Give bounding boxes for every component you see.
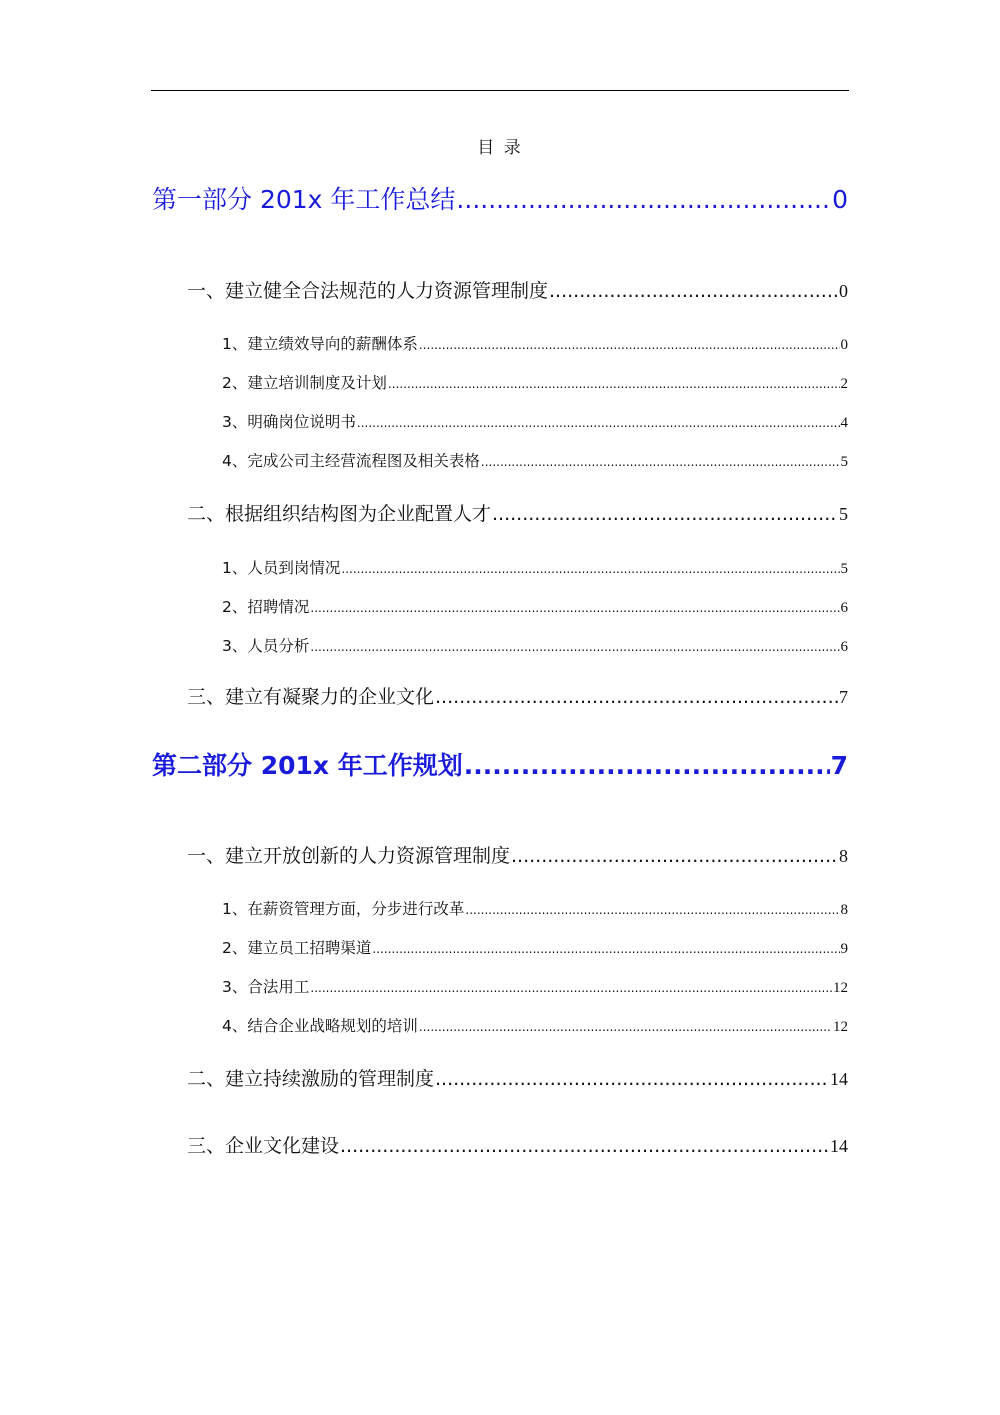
- toc-entry[interactable]: [222, 371, 848, 393]
- dot-leader: [357, 416, 840, 430]
- dot-leader: [419, 1020, 832, 1034]
- toc-entry[interactable]: [222, 975, 848, 997]
- dot-leader: [465, 903, 839, 917]
- toc-entry[interactable]: [187, 499, 848, 525]
- toc-page-number: 2: [840, 376, 848, 392]
- dot-leader: [388, 377, 840, 391]
- toc-page-number: 0: [832, 185, 848, 214]
- dot-leader: [549, 280, 838, 302]
- toc-entry[interactable]: [187, 682, 848, 708]
- toc-page-number: 7: [839, 687, 848, 707]
- toc-entry-label: 2、建立员工招聘渠道: [222, 939, 372, 957]
- dot-leader: [435, 1068, 829, 1090]
- toc-entry-label: 2、招聘情况: [222, 598, 310, 616]
- toc-entry[interactable]: [187, 1064, 848, 1090]
- toc-entry[interactable]: [222, 936, 848, 958]
- toc-entry[interactable]: [222, 556, 848, 578]
- toc-entry-label: 1、人员到岗情况: [222, 559, 341, 577]
- toc-page-number: 7: [830, 751, 848, 780]
- toc-entry-label: 4、完成公司主经营流程图及相关表格: [222, 452, 480, 470]
- toc-entry-label: 3、合法用工: [222, 978, 310, 996]
- toc-entry-label: 4、结合企业战略规划的培训: [222, 1017, 418, 1035]
- dot-leader: [310, 601, 839, 615]
- toc-page-number: 0: [839, 281, 848, 301]
- dot-leader: [464, 751, 830, 780]
- toc-entry[interactable]: [222, 449, 848, 471]
- dot-leader: [310, 640, 839, 654]
- toc-entry-label: 三、企业文化建设: [187, 1135, 340, 1157]
- toc-entry[interactable]: [187, 276, 848, 302]
- toc-page-number: 8: [839, 846, 848, 866]
- dot-leader: [341, 562, 839, 576]
- toc-entry-label: 3、明确岗位说明书: [222, 413, 356, 431]
- toc-entry-label: 第二部分 201x 年工作规划: [152, 751, 463, 780]
- toc-page-number: 14: [830, 1136, 848, 1156]
- toc-page-number: 14: [830, 1069, 848, 1089]
- toc-entry-part-2[interactable]: [152, 746, 848, 780]
- toc-entry[interactable]: [187, 841, 848, 867]
- toc-title: 目 录: [477, 138, 523, 158]
- toc-entry[interactable]: [222, 595, 848, 617]
- toc-entry-label: 二、建立持续激励的管理制度: [187, 1068, 435, 1090]
- dot-leader: [310, 981, 832, 995]
- toc-entry[interactable]: [222, 1014, 848, 1036]
- toc-page-number: 4: [840, 415, 848, 431]
- dot-leader: [511, 845, 838, 867]
- toc-entry[interactable]: [222, 634, 848, 656]
- toc-entry-label: 1、在薪资管理方面，分步进行改革: [222, 900, 465, 918]
- toc-entry-label: 3、人员分析: [222, 637, 310, 655]
- toc-entry-label: 1、建立绩效导向的薪酬体系: [222, 335, 418, 353]
- dot-leader: [481, 455, 840, 469]
- toc-page-number: 0: [840, 337, 848, 353]
- toc-page-number: 6: [840, 639, 848, 655]
- toc-entry[interactable]: [222, 332, 848, 354]
- dot-leader: [492, 503, 838, 525]
- toc-page-number: 12: [833, 980, 848, 996]
- toc-entry[interactable]: [187, 1131, 848, 1157]
- dot-leader: [372, 942, 839, 956]
- toc-page-number: 9: [840, 941, 848, 957]
- dot-leader: [340, 1135, 829, 1157]
- toc-page-number: 8: [840, 902, 848, 918]
- dot-leader: [435, 686, 838, 708]
- toc-page-number: 6: [840, 600, 848, 616]
- toc-entry[interactable]: [222, 897, 848, 919]
- toc-page-number: 5: [839, 504, 848, 524]
- dot-leader: [419, 338, 840, 352]
- toc-entry-label: 一、建立健全合法规范的人力资源管理制度: [187, 280, 549, 302]
- toc-entry-label: 三、建立有凝聚力的企业文化: [187, 686, 435, 708]
- dot-leader: [456, 185, 831, 214]
- toc-entry[interactable]: [222, 410, 848, 432]
- toc-entry-label: 第一部分 201x 年工作总结: [152, 185, 456, 214]
- toc-entry-label: 2、建立培训制度及计划: [222, 374, 387, 392]
- toc-page-number: 5: [840, 561, 848, 577]
- toc-entry-label: 一、建立开放创新的人力资源管理制度: [187, 845, 511, 867]
- toc-entry-part-1[interactable]: [152, 180, 848, 214]
- toc-page-number: 5: [840, 454, 848, 470]
- toc-entry-label: 二、根据组织结构图为企业配置人才: [187, 503, 492, 525]
- toc-page-number: 12: [833, 1019, 848, 1035]
- header-rule: [151, 90, 849, 91]
